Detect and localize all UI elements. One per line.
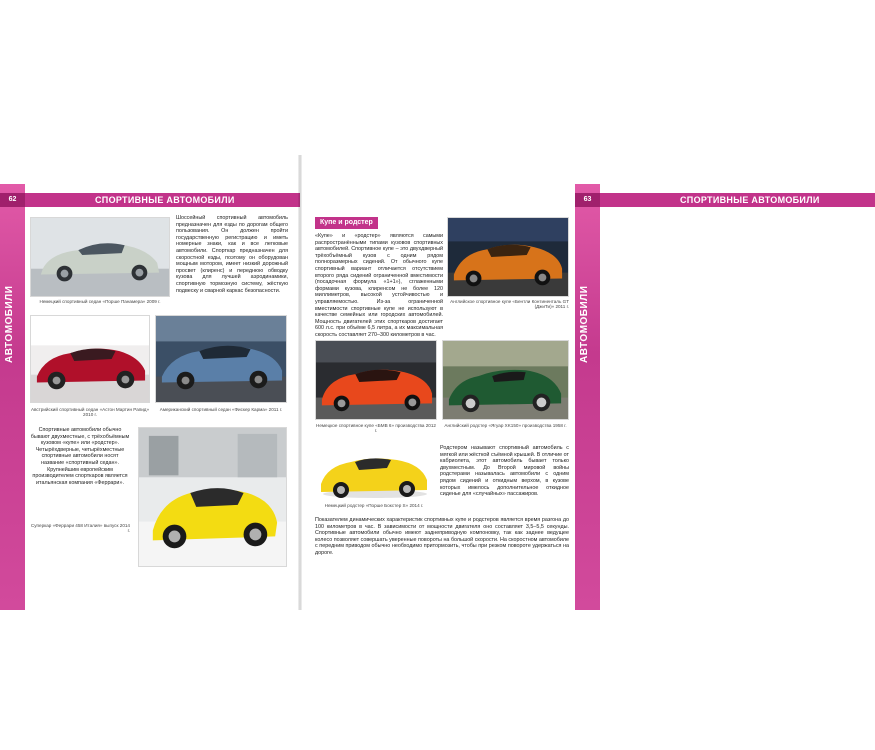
photo-fisker-karma — [155, 315, 287, 403]
left-page-number: 62 — [0, 193, 25, 207]
right-header-bar — [600, 193, 875, 207]
left-text-bottom: Спортивные автомобили обычно бывают двухместные, с трёхобъёмным кузовом «купе» или «родстер». Четырёхдверные, четырёхместные спортивные автомобили носят название «спортивный седан». Крупнейшим европейским производителем спорткаров является итальянская компания «Феррари». — [30, 427, 130, 486]
left-header-title: СПОРТИВНЫЕ АВТОМОБИЛИ — [95, 195, 235, 205]
caption-ferrari: Суперкар «Феррари 458 Италия» выпуск 2014 г. — [30, 523, 130, 534]
left-text-top: Шоссейный спортивный автомобиль предназначен для езды по дорогам общего пользования. Он должен пройти государственную регистрацию и иметь номерные знаки, как и все легковые автомобили. Спорткар предназначен для скоростной езды, поэтому он оборудован мощным мотором, имеет низкий дорожный просвет (клиренс) и переднюю обводку кузова для лучшей аэродинамики, спортивную тормозную систему, жёсткую подвеску и сварной каркас безопасности. — [176, 215, 288, 294]
caption-bentley: Английское спортивное купе «Бентли Континенталь GT (ДжиТи)» 2011 г. — [450, 299, 569, 310]
photo-porsche-boxster — [315, 440, 433, 500]
photo-aston-martin-rapide — [30, 315, 150, 403]
right-side-tab — [575, 184, 600, 610]
left-side-tab — [0, 184, 25, 610]
right-text-middle: Родстером называют спортивный автомобиль с мягкой или жёсткой съёмной крышей. В отличие от кабриолета, этот автомобиль бывает только двухместным. До Второй мировой войны родстерами называлась автомобили с одним рядом сидений и откидным верхом, в кузове которых имелось дополнительное откидное сиденье для «случайных» пассажиров. — [440, 445, 569, 498]
caption-panamera: Немецкий спортивный седан «Порше Панамера» 2009 г. — [39, 299, 161, 304]
photo-porsche-panamera — [30, 217, 170, 297]
left-header-bar — [0, 193, 300, 207]
left-side-label: АВТОМОБИЛИ — [4, 285, 15, 363]
right-text-bottom: Показателем динамических характеристик спортивных купе и родстеров является время разгона до 100 километров в час. В зависимости от мощности двигателя оно составляет 3,5–5,5 секунды. Спортивные автомобили обычно имеют заднеприводную компоновку, так как заднее ведущее колесо позволяет совершать уверенные повороты на большой скорости. На скоростном автомобиле с передним приводом обычно необходимо притормозить, чтобы при резком повороте удержаться на дороге. — [315, 517, 569, 556]
caption-fisker: Американский спортивный седан «Фискер Карма» 2011 г. — [159, 407, 283, 412]
photo-ferrari-458 — [138, 427, 287, 567]
book-spread — [0, 155, 820, 610]
photo-jaguar-xk150 — [442, 340, 569, 420]
caption-jaguar: Английский родстер «Ягуар XK150» производства 1958 г. — [444, 423, 567, 428]
right-side-label: АВТОМОБИЛИ — [579, 285, 590, 363]
right-page-number: 63 — [575, 193, 600, 207]
left-page — [0, 155, 300, 610]
caption-bmw: Немецкое спортивное купе «БМВ 6» производства 2012 г. — [316, 423, 436, 434]
photo-bentley-continental — [447, 217, 569, 297]
caption-aston: Австрийский спортивный седан «Астон Мартин Рапид» 2010 г. — [30, 407, 150, 418]
section-title: Купе и родстер — [315, 217, 378, 229]
photo-bmw-6 — [315, 340, 437, 420]
right-header-title: СПОРТИВНЫЕ АВТОМОБИЛИ — [680, 195, 820, 205]
caption-boxster: Немецкий родстер «Порше Бокстер S» 2014 г. — [324, 503, 424, 508]
right-text-top: «Купе» и «родстер» являются самыми распространёнными типами кузовов спортивных автомобилей. Спортивное купе – это двухдверный трёхобъёмный кузов с одним рядом полноразмерных сидений. От обычного купе спортивный вариант отличается отсутствием второго ряда сидений ограниченной вместимости (посадочная формула «1+1»), сглаженными формами кузова, клиренсом не более 120 миллиметров, высокой устойчивостью и управляемостью. Из-за ограниченной вместимости спортивные купе не используют в качестве семейных или городских автомобилей. Мощность двигателей этих спорткаров достигает 600 л.с. при объёме 6,5 литра, а их максимальная скорость составляет 270–300 километров в час. — [315, 233, 443, 338]
